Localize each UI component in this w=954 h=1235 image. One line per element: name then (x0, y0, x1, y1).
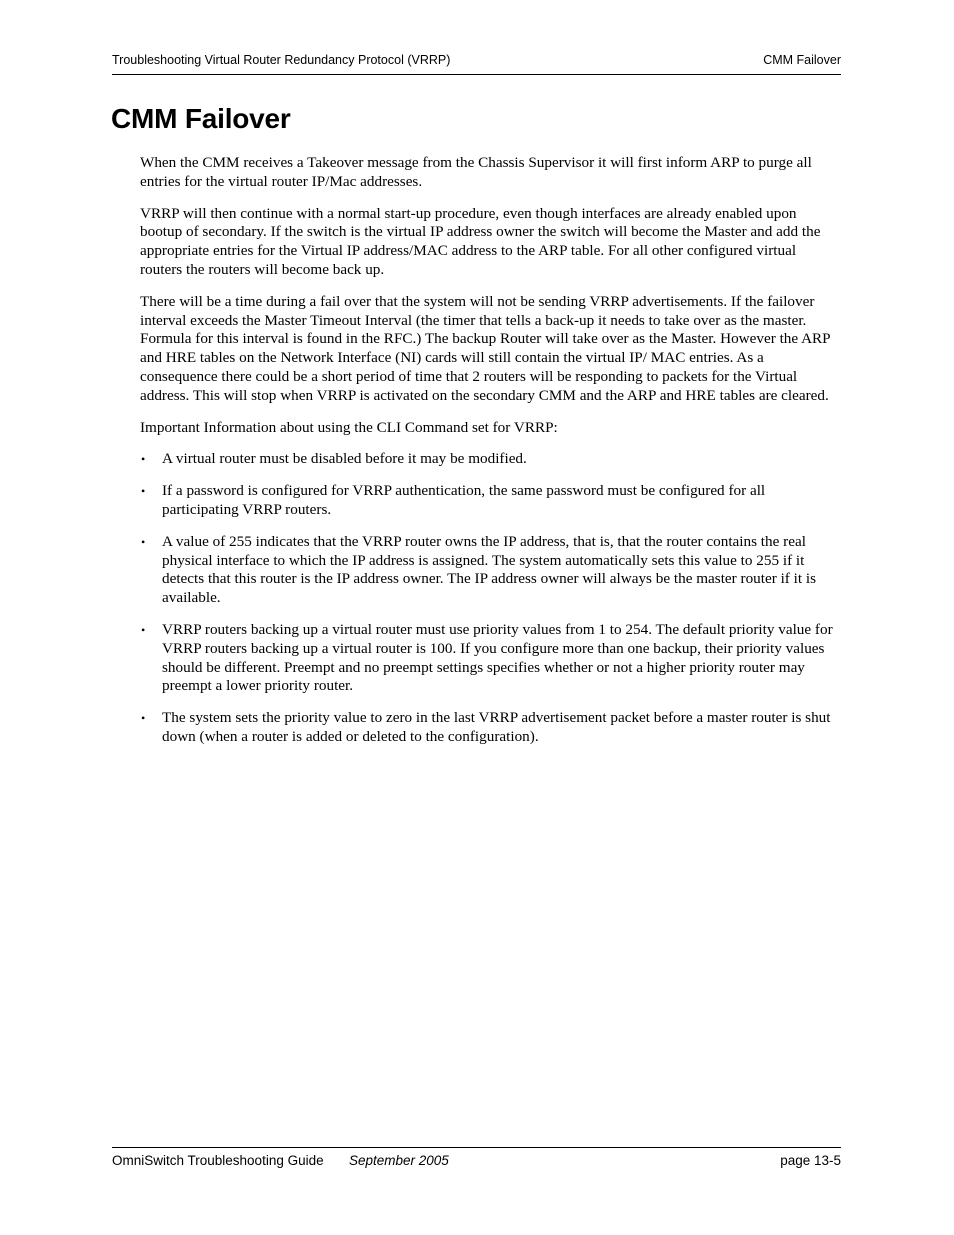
header-rule (112, 74, 841, 75)
list-item-text: A value of 255 indicates that the VRRP router owns the IP address, that is, that the router contains the real physical interface to which the IP address is assigned. The system automatically sets this value to 255 if it detects that this router is the IP address owner. The IP address owner will always be the master router if it is available. (162, 532, 817, 607)
bullet-icon: • (141, 711, 146, 726)
page-title: CMM Failover (111, 103, 291, 134)
list-item (140, 533, 842, 608)
bullet-icon: • (141, 484, 146, 499)
guide-title: OmniSwitch Troubleshooting Guide (112, 1153, 324, 1168)
list-item (140, 621, 842, 696)
list-item-text: VRRP routers backing up a virtual router must use priority values from 1 to 254. The default priority value for VRRP routers backing up a virtual router is 100. If you configure more than one backup, their priority values should be different. Preempt and no preempt settings specifies whether or not a higher priority router may preempt a lower priority router. (162, 620, 833, 695)
bullet-icon: • (141, 452, 146, 467)
body-text (140, 154, 842, 760)
publication-date: September 2005 (349, 1153, 449, 1168)
bullet-list (140, 450, 842, 746)
bullet-icon: • (141, 622, 146, 637)
chapter-title: Troubleshooting Virtual Router Redundancy Protocol (VRRP) (112, 53, 451, 67)
paragraph: Important Information about using the CLI Command set for VRRP: (140, 418, 558, 436)
bullet-icon: • (141, 534, 146, 549)
list-item (140, 482, 842, 520)
list-item (140, 709, 842, 747)
footer-rule (112, 1147, 841, 1148)
list-item-text: If a password is configured for VRRP authentication, the same password must be configured for all participating VRRP routers. (162, 482, 766, 518)
paragraph: VRRP will then continue with a normal start-up procedure, even though interfaces are already enabled upon bootup of secondary. If the switch is the virtual IP address owner the switch will become the Master and add the appropriate entries for the Virtual IP address/MAC address to the ARP table. For all other configured virtual routers the routers will become back up. (140, 204, 821, 278)
paragraph: When the CMM receives a Takeover message from the Chassis Supervisor it will first inform ARP to purge all entries for the virtual router IP/Mac addresses. (140, 154, 812, 190)
list-item-text: The system sets the priority value to zero in the last VRRP advertisement packet before a master router is shut down (when a router is added or deleted to the configuration). (162, 709, 831, 745)
list-item (140, 450, 842, 469)
list-item-text: A virtual router must be disabled before it may be modified. (162, 450, 527, 468)
paragraph: There will be a time during a fail over that the system will not be sending VRRP advertisements. If the failover interval exceeds the Master Timeout Interval (the timer that tells a back-up it needs to take over as the master. Formula for this interval is found in the RFC.) The backup Router will take over as the Master. However the ARP and HRE tables on the Network Interface (NI) cards will still contain the virtual IP/ MAC entries. As a consequence there could be a short period of time that 2 routers will be responding to packets for the Virtual address. This will stop when VRRP is activated on the secondary CMM and the ARP and HRE tables are cleared. (140, 292, 831, 404)
page-number: page 13-5 (780, 1153, 841, 1168)
section-title: CMM Failover (763, 53, 841, 67)
running-footer (112, 1151, 841, 1171)
running-header (112, 51, 841, 69)
